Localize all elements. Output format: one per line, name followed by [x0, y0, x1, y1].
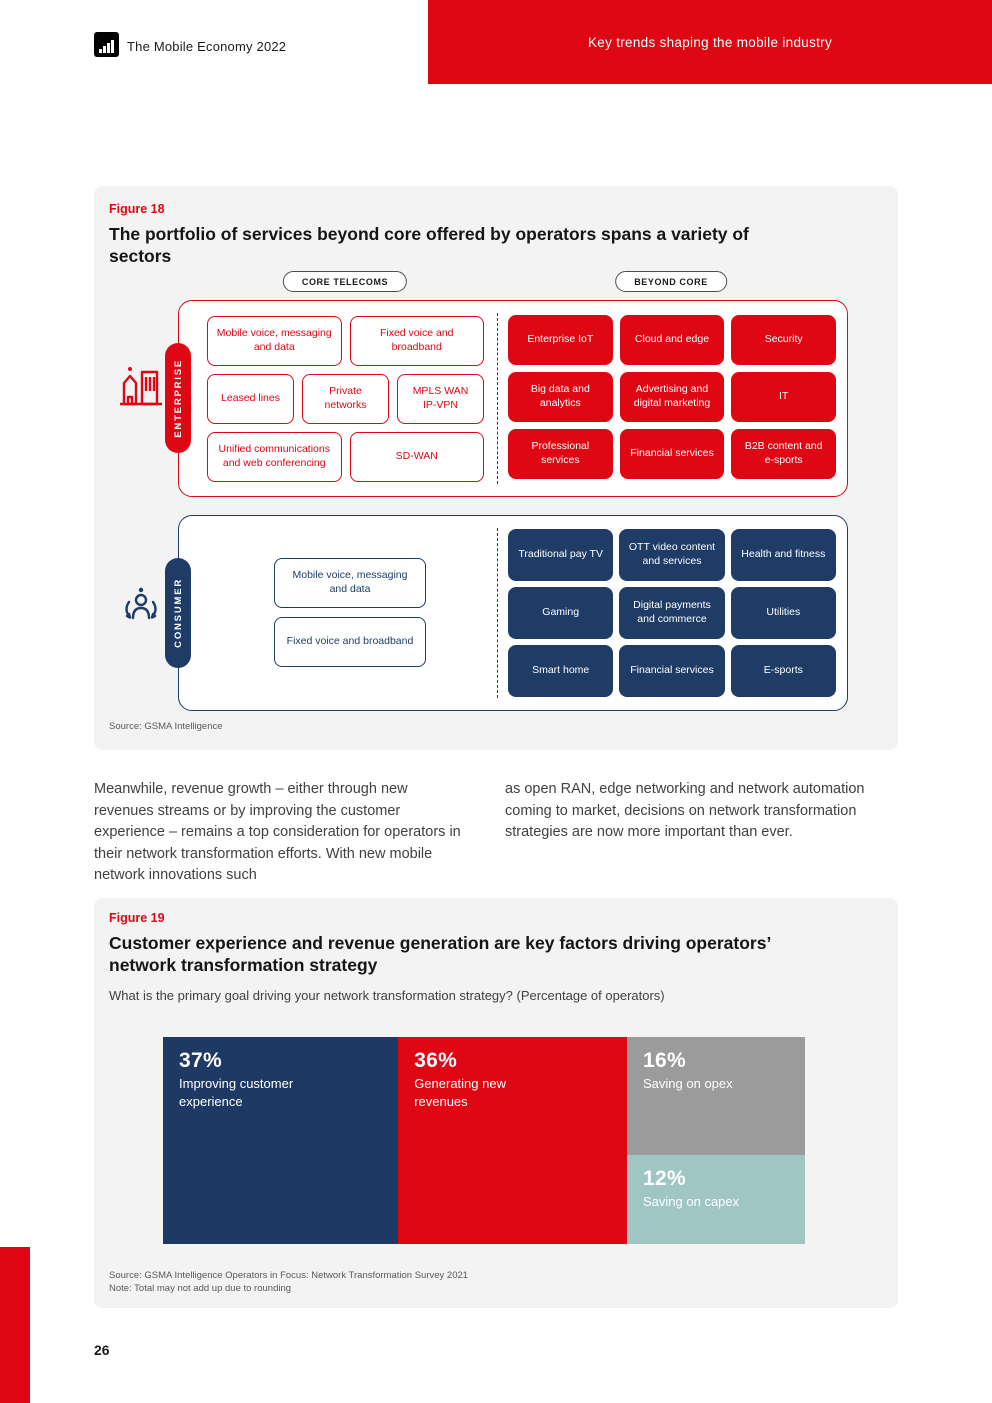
service-box: Health and fitness: [731, 529, 836, 581]
service-box: Cloud and edge: [620, 315, 725, 365]
enterprise-buildings-icon: [120, 364, 162, 408]
service-box: Mobile voice, messaging and data: [207, 316, 342, 366]
chapter-banner: [428, 0, 992, 84]
segment-value: 37%: [179, 1049, 222, 1072]
segment-label: Improving customer experience: [179, 1076, 294, 1109]
service-box: Mobile voice, messaging and data: [274, 558, 426, 608]
chart-col-1: [398, 1037, 627, 1244]
body-paragraph-left: Meanwhile, revenue growth – either through new revenues streams or by improving the customer experience – remains a top consideration for operators in their network transformation efforts. With new mobile network innovations such: [94, 781, 461, 883]
enterprise-beyond-services: [508, 315, 836, 479]
beyond-core-header: BEYOND CORE: [615, 271, 727, 292]
service-box: Security: [731, 315, 836, 365]
figure19-source: [109, 1269, 468, 1295]
figure19-card: [94, 898, 898, 1308]
segment-value: 16%: [643, 1049, 686, 1072]
service-box: Leased lines: [207, 374, 294, 424]
body-paragraph-right: as open RAN, edge networking and network automation coming to market, decisions on network transformation strategies are now more important than ever.: [505, 781, 865, 840]
service-box: Financial services: [620, 429, 725, 479]
service-box: Utilities: [731, 587, 836, 639]
page-number: 26: [94, 1342, 110, 1358]
core-beyond-divider: [497, 313, 498, 484]
report-title: The Mobile Economy 2022: [127, 39, 287, 54]
chart-col-0: [163, 1037, 398, 1244]
service-box: Gaming: [508, 587, 613, 639]
consumer-beyond-services: [508, 529, 836, 697]
service-box: Fixed voice and broadband: [350, 316, 485, 366]
service-box: E-sports: [731, 645, 836, 697]
service-box: OTT video content and services: [619, 529, 724, 581]
service-box: Big data and analytics: [508, 372, 613, 422]
service-box: Financial services: [619, 645, 724, 697]
service-box: Enterprise IoT: [508, 315, 613, 365]
service-box: Traditional pay TV: [508, 529, 613, 581]
chart-col-2: [627, 1037, 805, 1244]
consumer-person-icon: [120, 584, 162, 630]
service-box: IT: [731, 372, 836, 422]
segment-label: Saving on capex: [643, 1194, 740, 1210]
segment-label: Saving on opex: [643, 1076, 733, 1091]
core-beyond-divider: [497, 528, 498, 698]
enterprise-group-box: [178, 300, 848, 497]
figure19-label: Figure 19: [109, 911, 165, 925]
service-box: Smart home: [508, 645, 613, 697]
service-box: Unified communications and web conferencing: [207, 432, 342, 482]
figure18-source: Source: GSMA Intelligence: [109, 721, 223, 732]
service-box: Private networks: [302, 374, 389, 424]
chart-seg-3: [627, 1155, 805, 1244]
figure19-title: Customer experience and revenue generation are key factors driving operators’ network transformation strategy: [109, 933, 771, 975]
figure18-card: [94, 186, 898, 750]
consumer-group-label: CONSUMER: [165, 558, 191, 668]
enterprise-core-services: [207, 316, 484, 482]
page-edge-accent-bar: [0, 1247, 30, 1403]
segment-label: Generating new revenues: [414, 1076, 506, 1109]
consumer-group-box: [178, 515, 848, 711]
gsma-logo-icon: [94, 32, 119, 57]
service-box: SD-WAN: [350, 432, 485, 482]
chart-seg-2: [627, 1037, 805, 1155]
chapter-banner-label: Key trends shaping the mobile industry: [587, 34, 833, 50]
segment-value: 36%: [414, 1049, 458, 1072]
service-box: B2B content and e-sports: [731, 429, 836, 479]
core-telecoms-header: CORE TELECOMS: [283, 271, 407, 292]
figure18-title: The portfolio of services beyond core offered by operators spans a variety of sectors: [109, 224, 749, 266]
service-box: Fixed voice and broadband: [274, 617, 426, 667]
figure19-subtitle: What is the primary goal driving your network transformation strategy? (Percentage of operators): [109, 988, 665, 1003]
service-box: Professional services: [508, 429, 613, 479]
service-box: Advertising and digital marketing: [620, 372, 725, 422]
enterprise-group-label: ENTERPRISE: [165, 343, 191, 453]
figure18-label: Figure 18: [109, 202, 165, 216]
service-box: MPLS WAN IP-VPN: [397, 374, 484, 424]
treemap-chart: [163, 1037, 805, 1244]
service-box: Digital payments and commerce: [619, 587, 724, 639]
note-line: Note: Total may not add up due to rounding: [109, 1283, 292, 1294]
source-line: Source: GSMA Intelligence Operators in Focus: Network Transformation Survey 2021: [109, 1270, 469, 1281]
segment-value: 12%: [643, 1167, 686, 1191]
